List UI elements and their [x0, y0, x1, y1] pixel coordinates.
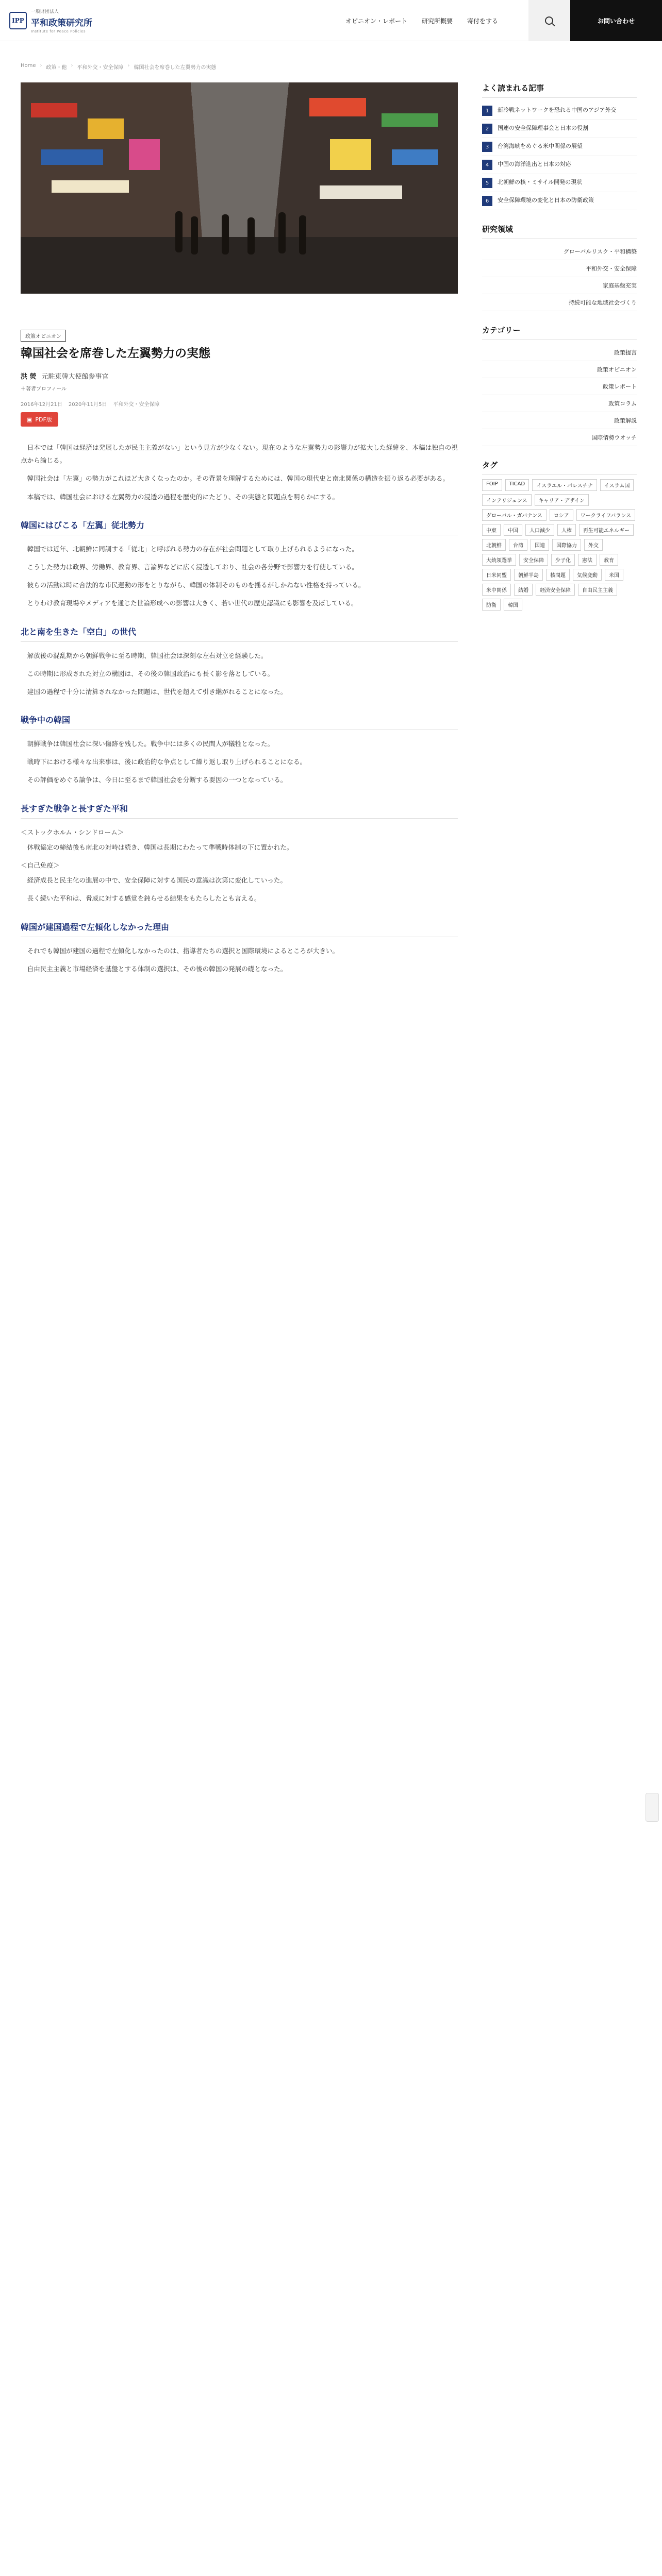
categories-list — [482, 344, 637, 446]
tag-chip[interactable]: 国際協力 — [552, 539, 581, 551]
ranking-title: よく読まれる記事 — [482, 82, 637, 98]
tag-chip[interactable]: 大統領選挙 — [482, 554, 516, 566]
published-date: 2016年12月21日 — [21, 402, 62, 408]
section-paragraph: それでも韓国が建国の過程で左傾化しなかったのは、指導者たちの選択と国際環境によるところが大きい。 — [27, 946, 339, 955]
article-category[interactable]: 平和外交・安全保障 — [113, 402, 160, 408]
tag-chip[interactable]: 朝鮮半島 — [514, 569, 543, 581]
tag-chip[interactable]: 中国 — [504, 524, 522, 536]
tag-chip[interactable]: 少子化 — [551, 554, 575, 566]
contact-button[interactable]: お問い合わせ — [570, 0, 662, 41]
tag-chip[interactable]: 国連 — [531, 539, 549, 551]
rank-title: 国連の安全保障理事会と日本の役割 — [498, 125, 588, 131]
section-paragraph: 経済成長と民主化の進展の中で、安全保障に対する国民の意識は次第に変化していった。 — [27, 876, 287, 885]
rank-title: 北朝鮮の核・ミサイル開発の現状 — [498, 179, 583, 185]
section-paragraph: この時期に形成された対立の構図は、その後の韓国政治にも長く影を落としている。 — [27, 669, 274, 677]
breadcrumb-home[interactable]: Home — [21, 63, 36, 69]
category-link[interactable]: 政策レポート — [482, 378, 637, 395]
rank-number: 1 — [482, 106, 492, 116]
section-paragraph: 休戦協定の締結後も南北の対峙は続き、韓国は長期にわたって準戦時体制の下に置かれた。 — [27, 843, 293, 851]
tag-chip[interactable]: 教育 — [600, 554, 618, 566]
tag-chip[interactable]: イスラム国 — [600, 479, 634, 491]
section-paragraph: 長く続いた平和は、脅威に対する感覚を鈍らせる結果をもたらしたとも言える。 — [27, 894, 261, 903]
updated-date: 2020年11月5日 — [68, 402, 107, 408]
fields-list — [482, 243, 637, 311]
section-heading: 戦争中の韓国 — [21, 714, 458, 730]
logo-mark-icon: IPP — [9, 12, 27, 29]
tag-chip[interactable]: 気候変動 — [573, 569, 602, 581]
section-heading: 韓国が建国過程で左傾化しなかった理由 — [21, 921, 458, 937]
tag-cloud — [482, 479, 637, 611]
sidebar — [482, 82, 637, 611]
fields-title: 研究領域 — [482, 224, 637, 239]
rank-number: 6 — [482, 196, 492, 206]
tag-chip[interactable]: 米中関係 — [482, 584, 511, 596]
intro-paragraph: 日本では「韓国は経済は発展したが民主主義がない」という見方が少なくない。現在のような左翼勢力の影響力が拡大した経緯を、本稿は独自の視点から論じる。 — [21, 444, 458, 465]
floating-widget[interactable] — [646, 1793, 659, 1822]
rank-number: 4 — [482, 160, 492, 170]
article-body — [21, 441, 458, 980]
search-button[interactable] — [528, 0, 570, 41]
intro-paragraph: 本稿では、韓国社会における左翼勢力の浸透の過程を歴史的にたどり、その実態と問題点を明らかにする。 — [27, 493, 339, 501]
tag-chip[interactable]: 憲法 — [578, 554, 597, 566]
ranking-list — [482, 102, 637, 210]
author-affiliation: 元駐東韓大使館参事官 — [41, 373, 109, 381]
ranking-item[interactable] — [482, 156, 637, 174]
tag-chip[interactable]: インテリジェンス — [482, 494, 532, 506]
rank-title: 台湾海峡をめぐる米中関係の展望 — [498, 143, 583, 149]
tag-chip[interactable]: グローバル・ガバナンス — [482, 509, 547, 521]
section-paragraph: 戦時下における様々な出来事は、後に政治的な争点として繰り返し取り上げられることになる。 — [27, 758, 307, 766]
main-nav — [345, 0, 498, 41]
tag-chip[interactable]: 結婚 — [514, 584, 533, 596]
rank-title: 新冷戦ネットワークを恐れる中国のアジア外交 — [498, 107, 617, 113]
rank-number: 5 — [482, 178, 492, 188]
category-link[interactable]: 政策提言 — [482, 344, 637, 361]
section-heading: 韓国にはびこる「左翼」従北勢力 — [21, 519, 458, 535]
hero-image — [21, 82, 458, 294]
section-paragraph: 解放後の混乱期から朝鮮戦争に至る時期、韓国社会は深刻な左右対立を経験した。 — [27, 651, 268, 659]
ranking-item[interactable] — [482, 174, 637, 192]
nav-donate[interactable]: 寄付をする — [467, 17, 499, 25]
tag-chip[interactable]: キャリア・デザイン — [535, 494, 589, 506]
section-paragraph: 建国の過程で十分に清算されなかった問題は、世代を超えて引き継がれることになった。 — [27, 687, 287, 696]
ranking-item[interactable] — [482, 102, 637, 120]
top-bar — [0, 0, 662, 41]
field-link[interactable]: グローバルリスク・平和構築 — [482, 243, 637, 260]
tag-chip[interactable]: 韓国 — [504, 599, 522, 611]
categories-title: カテゴリー — [482, 325, 637, 340]
field-link[interactable]: 持続可能な地域社会づくり — [482, 294, 637, 311]
section-paragraph: 朝鮮戦争は韓国社会に深い傷跡を残した。戦争中には多くの民間人が犠牲となった。 — [27, 740, 274, 748]
tag-chip[interactable]: FOIP — [482, 479, 502, 491]
tags-title: タグ — [482, 460, 637, 475]
tag-chip[interactable]: 再生可能エネルギー — [579, 524, 634, 536]
category-link[interactable]: 政策オピニオン — [482, 361, 637, 378]
ranking-item[interactable] — [482, 120, 637, 138]
category-link[interactable]: 政策コラム — [482, 395, 637, 412]
breadcrumb-policy[interactable]: 政策・他 — [46, 65, 67, 71]
tag-chip[interactable]: 北朝鮮 — [482, 539, 506, 551]
nav-opinion[interactable]: オピニオン・レポート — [345, 17, 408, 25]
intro-paragraph: 韓国社会は「左翼」の勢力がこれほど大きくなったのか。その背景を理解するためには、韓国の現代史と南北関係の構造を振り返る必要がある。 — [27, 474, 450, 483]
logo-en: Institute for Peace Policies — [31, 29, 86, 33]
rank-number: 3 — [482, 142, 492, 152]
tag-chip[interactable]: ワークライフバランス — [576, 509, 635, 521]
page-title: 韓国社会を席巻した左翼勢力の実態 — [21, 347, 210, 360]
breadcrumb: Home › 政策・他 › 平和外交・安全保障 › 韓国社会を席巻した左翼勢力の実態 — [21, 63, 217, 71]
tag-chip[interactable]: 外交 — [584, 539, 603, 551]
section-heading: 北と南を生きた「空白」の世代 — [21, 625, 458, 642]
category-link[interactable]: 国際情勢ウオッチ — [482, 429, 637, 446]
ranking-item[interactable] — [482, 192, 637, 210]
tag-chip[interactable]: 自由民主主義 — [578, 584, 617, 596]
pdf-button[interactable] — [21, 412, 58, 427]
tag-chip[interactable]: 人権 — [557, 524, 576, 536]
tag-chip[interactable]: ロシア — [550, 509, 573, 521]
tag-chip[interactable]: 人口減少 — [525, 524, 554, 536]
tag-chip[interactable]: 日米同盟 — [482, 569, 511, 581]
section-paragraph: 自由民主主義と市場経済を基盤とする体制の選択は、その後の韓国の発展の礎となった。 — [27, 964, 287, 973]
section-paragraph: 彼らの活動は時に合法的な市民運動の形をとりながら、韓国の体制そのものを揺るがしかねない性格を持っている。 — [27, 581, 365, 589]
section-paragraph: とりわけ教育現場やメディアを通じた世論形成への影響は大きく、若い世代の歴史認識にも影響を及ぼしている。 — [27, 599, 358, 607]
tag-chip[interactable]: 台湾 — [509, 539, 527, 551]
rank-title: 安全保障環境の変化と日本の防衛政策 — [498, 197, 594, 204]
tag-chip[interactable]: イスラエル・パレスチナ — [532, 479, 597, 491]
tag-chip[interactable]: 経済安全保障 — [536, 584, 575, 596]
rank-number: 2 — [482, 124, 492, 134]
section-paragraph: こうした勢力は政界、労働界、教育界、言論界などに広く浸透しており、社会の各分野で影響力を行使している。 — [27, 563, 358, 571]
tag-chip[interactable]: TICAD — [505, 479, 529, 491]
pdf-icon: ▣ — [27, 416, 32, 423]
tag-chip[interactable]: 防衛 — [482, 599, 501, 611]
nav-about[interactable]: 研究所概要 — [422, 17, 453, 25]
subheading: ＜自己免疫＞ — [21, 861, 60, 869]
author-name: 洪 熒 — [21, 373, 37, 381]
ranking-item[interactable] — [482, 138, 637, 156]
logo-main: 平和政策研究所 — [31, 18, 92, 28]
logo-text — [31, 8, 92, 33]
breadcrumb-field[interactable]: 平和外交・安全保障 — [77, 65, 124, 71]
tag-chip[interactable]: 安全保障 — [519, 554, 548, 566]
author-profile-toggle[interactable]: ＋著者プロフィール — [21, 386, 67, 392]
section-heading: 長すぎた戦争と長すぎた平和 — [21, 802, 458, 819]
category-link[interactable]: 政策解説 — [482, 412, 637, 429]
tag-chip[interactable]: 米国 — [605, 569, 623, 581]
search-icon — [545, 16, 553, 25]
breadcrumb-current: 韓国社会を席巻した左翼勢力の実態 — [134, 65, 217, 71]
rank-title: 中国の海洋進出と日本の対応 — [498, 161, 571, 167]
article-tag[interactable]: 政策オピニオン — [21, 330, 66, 342]
field-link[interactable]: 平和外交・安全保障 — [482, 260, 637, 277]
tag-chip[interactable]: 中東 — [482, 524, 501, 536]
tag-chip[interactable]: 核問題 — [546, 569, 570, 581]
section-paragraph: その評価をめぐる論争は、今日に至るまで韓国社会を分断する要因の一つとなっている。 — [27, 776, 287, 784]
street-photo — [21, 82, 458, 294]
section-paragraph: 韓国では近年、北朝鮮に同調する「従北」と呼ばれる勢力の存在が社会問題として取り上げられるようになった。 — [27, 545, 358, 553]
author-line — [21, 371, 109, 381]
logo-small: 一般財団法人 — [31, 9, 59, 14]
field-link[interactable]: 家庭基盤充実 — [482, 277, 637, 294]
subheading: ＜ストックホルム・シンドローム＞ — [21, 828, 124, 836]
site-logo[interactable] — [9, 8, 97, 33]
pdf-label: PDF版 — [35, 416, 52, 423]
article-meta — [21, 400, 159, 408]
